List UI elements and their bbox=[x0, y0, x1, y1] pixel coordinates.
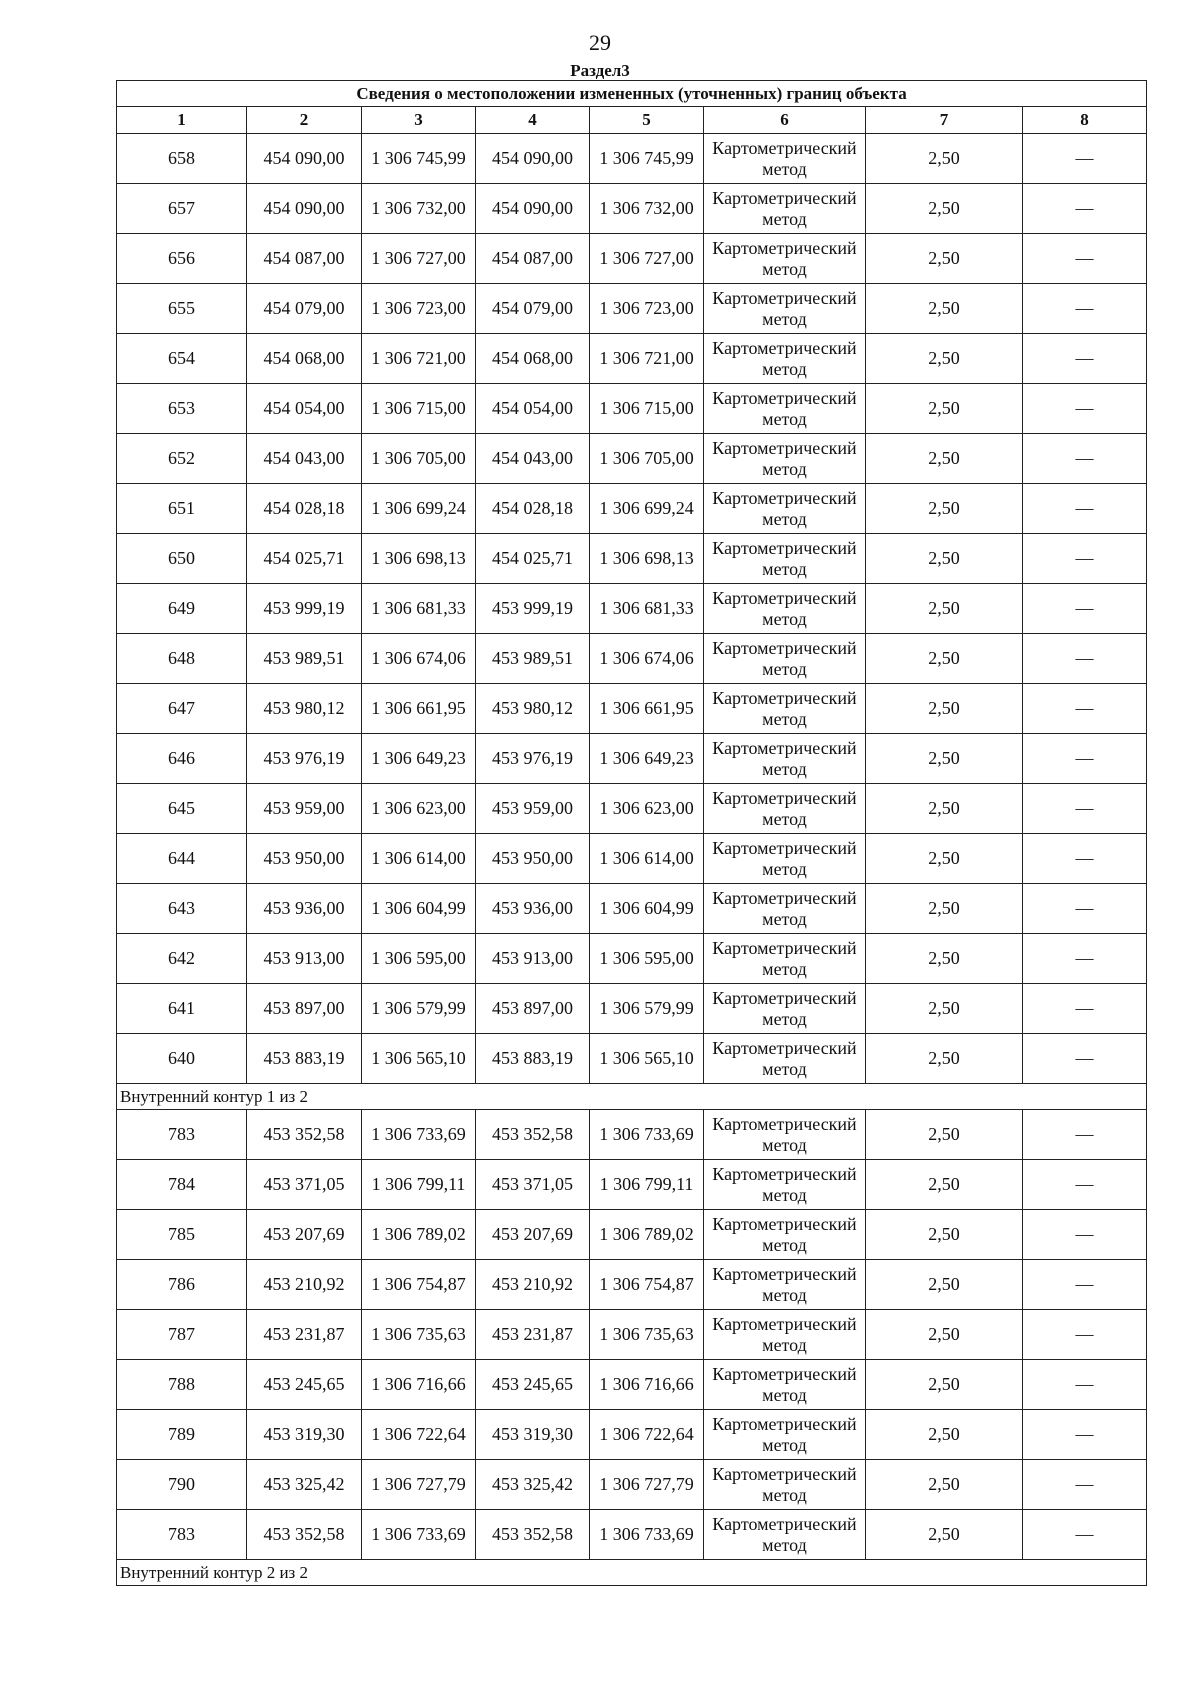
method-cell: Картометрический метод bbox=[704, 1410, 866, 1460]
accuracy-cell: 2,50 bbox=[866, 1460, 1023, 1510]
y-new-cell: 1 306 698,13 bbox=[590, 534, 704, 584]
accuracy-cell: 2,50 bbox=[866, 884, 1023, 934]
x-new-cell: 453 980,12 bbox=[476, 684, 590, 734]
description-cell: — bbox=[1023, 1310, 1147, 1360]
x-new-cell: 453 325,42 bbox=[476, 1460, 590, 1510]
x-existing-cell: 453 999,19 bbox=[247, 584, 362, 634]
description-cell: — bbox=[1023, 1160, 1147, 1210]
y-existing-cell: 1 306 723,00 bbox=[362, 284, 476, 334]
x-existing-cell: 454 043,00 bbox=[247, 434, 362, 484]
point-number-cell: 642 bbox=[117, 934, 247, 984]
description-cell: — bbox=[1023, 584, 1147, 634]
x-existing-cell: 453 959,00 bbox=[247, 784, 362, 834]
table-row bbox=[117, 684, 1147, 734]
table-row bbox=[117, 534, 1147, 584]
accuracy-cell: 2,50 bbox=[866, 384, 1023, 434]
accuracy-cell: 2,50 bbox=[866, 184, 1023, 234]
y-existing-cell: 1 306 721,00 bbox=[362, 334, 476, 384]
point-number-cell: 640 bbox=[117, 1034, 247, 1084]
x-new-cell: 454 079,00 bbox=[476, 284, 590, 334]
y-new-cell: 1 306 705,00 bbox=[590, 434, 704, 484]
y-new-cell: 1 306 716,66 bbox=[590, 1360, 704, 1410]
method-cell: Картометрический метод bbox=[704, 434, 866, 484]
y-existing-cell: 1 306 727,79 bbox=[362, 1460, 476, 1510]
table-row bbox=[117, 1110, 1147, 1160]
point-number-cell: 645 bbox=[117, 784, 247, 834]
x-new-cell: 453 936,00 bbox=[476, 884, 590, 934]
y-existing-cell: 1 306 604,99 bbox=[362, 884, 476, 934]
method-cell: Картометрический метод bbox=[704, 484, 866, 534]
y-new-cell: 1 306 579,99 bbox=[590, 984, 704, 1034]
y-new-cell: 1 306 722,64 bbox=[590, 1410, 704, 1460]
y-new-cell: 1 306 723,00 bbox=[590, 284, 704, 334]
x-existing-cell: 454 068,00 bbox=[247, 334, 362, 384]
table-row bbox=[117, 1360, 1147, 1410]
y-new-cell: 1 306 754,87 bbox=[590, 1260, 704, 1310]
description-cell: — bbox=[1023, 684, 1147, 734]
y-new-cell: 1 306 649,23 bbox=[590, 734, 704, 784]
accuracy-cell: 2,50 bbox=[866, 1110, 1023, 1160]
x-new-cell: 453 231,87 bbox=[476, 1310, 590, 1360]
y-existing-cell: 1 306 716,66 bbox=[362, 1360, 476, 1410]
x-existing-cell: 453 231,87 bbox=[247, 1310, 362, 1360]
point-number-cell: 656 bbox=[117, 234, 247, 284]
y-existing-cell: 1 306 623,00 bbox=[362, 784, 476, 834]
x-existing-cell: 453 883,19 bbox=[247, 1034, 362, 1084]
y-new-cell: 1 306 735,63 bbox=[590, 1310, 704, 1360]
y-existing-cell: 1 306 754,87 bbox=[362, 1260, 476, 1310]
x-new-cell: 453 207,69 bbox=[476, 1210, 590, 1260]
x-existing-cell: 453 245,65 bbox=[247, 1360, 362, 1410]
y-new-cell: 1 306 789,02 bbox=[590, 1210, 704, 1260]
table-row bbox=[117, 884, 1147, 934]
description-cell: — bbox=[1023, 1460, 1147, 1510]
table-row bbox=[117, 834, 1147, 884]
y-existing-cell: 1 306 681,33 bbox=[362, 584, 476, 634]
accuracy-cell: 2,50 bbox=[866, 1034, 1023, 1084]
x-existing-cell: 454 079,00 bbox=[247, 284, 362, 334]
y-new-cell: 1 306 715,00 bbox=[590, 384, 704, 434]
point-number-cell: 646 bbox=[117, 734, 247, 784]
accuracy-cell: 2,50 bbox=[866, 734, 1023, 784]
table-row bbox=[117, 1160, 1147, 1210]
accuracy-cell: 2,50 bbox=[866, 634, 1023, 684]
table-row bbox=[117, 984, 1147, 1034]
x-existing-cell: 453 976,19 bbox=[247, 734, 362, 784]
description-cell: — bbox=[1023, 934, 1147, 984]
y-new-cell: 1 306 595,00 bbox=[590, 934, 704, 984]
method-cell: Картометрический метод bbox=[704, 234, 866, 284]
y-existing-cell: 1 306 614,00 bbox=[362, 834, 476, 884]
description-cell: — bbox=[1023, 1410, 1147, 1460]
point-number-cell: 650 bbox=[117, 534, 247, 584]
table-row bbox=[117, 434, 1147, 484]
point-number-cell: 651 bbox=[117, 484, 247, 534]
x-existing-cell: 453 936,00 bbox=[247, 884, 362, 934]
point-number-cell: 647 bbox=[117, 684, 247, 734]
description-cell: — bbox=[1023, 984, 1147, 1034]
y-existing-cell: 1 306 799,11 bbox=[362, 1160, 476, 1210]
table-row bbox=[117, 1210, 1147, 1260]
description-cell: — bbox=[1023, 884, 1147, 934]
table-row bbox=[117, 1310, 1147, 1360]
x-existing-cell: 453 980,12 bbox=[247, 684, 362, 734]
y-existing-cell: 1 306 727,00 bbox=[362, 234, 476, 284]
method-cell: Картометрический метод bbox=[704, 784, 866, 834]
x-existing-cell: 453 897,00 bbox=[247, 984, 362, 1034]
point-number-cell: 786 bbox=[117, 1260, 247, 1310]
method-cell: Картометрический метод bbox=[704, 684, 866, 734]
method-cell: Картометрический метод bbox=[704, 1160, 866, 1210]
x-new-cell: 453 371,05 bbox=[476, 1160, 590, 1210]
table-row bbox=[117, 184, 1147, 234]
description-cell: — bbox=[1023, 334, 1147, 384]
method-cell: Картометрический метод bbox=[704, 1034, 866, 1084]
method-cell: Картометрический метод bbox=[704, 534, 866, 584]
description-cell: — bbox=[1023, 184, 1147, 234]
method-cell: Картометрический метод bbox=[704, 634, 866, 684]
table-body bbox=[117, 134, 1147, 1586]
x-new-cell: 453 913,00 bbox=[476, 934, 590, 984]
x-new-cell: 454 087,00 bbox=[476, 234, 590, 284]
x-existing-cell: 453 207,69 bbox=[247, 1210, 362, 1260]
column-number: 6 bbox=[704, 107, 866, 134]
description-cell: — bbox=[1023, 434, 1147, 484]
description-cell: — bbox=[1023, 734, 1147, 784]
x-existing-cell: 454 054,00 bbox=[247, 384, 362, 434]
method-cell: Картометрический метод bbox=[704, 1210, 866, 1260]
y-existing-cell: 1 306 705,00 bbox=[362, 434, 476, 484]
description-cell: — bbox=[1023, 1034, 1147, 1084]
x-new-cell: 454 090,00 bbox=[476, 134, 590, 184]
x-existing-cell: 454 090,00 bbox=[247, 134, 362, 184]
table-row bbox=[117, 734, 1147, 784]
y-existing-cell: 1 306 715,00 bbox=[362, 384, 476, 434]
accuracy-cell: 2,50 bbox=[866, 934, 1023, 984]
x-new-cell: 453 210,92 bbox=[476, 1260, 590, 1310]
page-number: 29 bbox=[589, 30, 611, 55]
y-existing-cell: 1 306 674,06 bbox=[362, 634, 476, 684]
y-existing-cell: 1 306 735,63 bbox=[362, 1310, 476, 1360]
point-number-cell: 657 bbox=[117, 184, 247, 234]
x-existing-cell: 453 352,58 bbox=[247, 1110, 362, 1160]
x-new-cell: 454 068,00 bbox=[476, 334, 590, 384]
point-number-cell: 783 bbox=[117, 1110, 247, 1160]
method-cell: Картометрический метод bbox=[704, 984, 866, 1034]
point-number-cell: 648 bbox=[117, 634, 247, 684]
y-new-cell: 1 306 661,95 bbox=[590, 684, 704, 734]
point-number-cell: 654 bbox=[117, 334, 247, 384]
method-cell: Картометрический метод bbox=[704, 734, 866, 784]
method-cell: Картометрический метод bbox=[704, 1110, 866, 1160]
y-new-cell: 1 306 745,99 bbox=[590, 134, 704, 184]
y-existing-cell: 1 306 649,23 bbox=[362, 734, 476, 784]
accuracy-cell: 2,50 bbox=[866, 1510, 1023, 1560]
point-number-cell: 789 bbox=[117, 1410, 247, 1460]
contour-label: Внутренний контур 1 из 2 bbox=[117, 1084, 1147, 1110]
accuracy-cell: 2,50 bbox=[866, 684, 1023, 734]
accuracy-cell: 2,50 bbox=[866, 434, 1023, 484]
description-cell: — bbox=[1023, 134, 1147, 184]
accuracy-cell: 2,50 bbox=[866, 234, 1023, 284]
x-existing-cell: 454 025,71 bbox=[247, 534, 362, 584]
table-row bbox=[117, 284, 1147, 334]
x-existing-cell: 454 028,18 bbox=[247, 484, 362, 534]
y-existing-cell: 1 306 733,69 bbox=[362, 1510, 476, 1560]
point-number-cell: 790 bbox=[117, 1460, 247, 1510]
method-cell: Картометрический метод bbox=[704, 1260, 866, 1310]
x-existing-cell: 453 352,58 bbox=[247, 1510, 362, 1560]
point-number-cell: 787 bbox=[117, 1310, 247, 1360]
table-row bbox=[117, 334, 1147, 384]
y-existing-cell: 1 306 595,00 bbox=[362, 934, 476, 984]
y-new-cell: 1 306 565,10 bbox=[590, 1034, 704, 1084]
description-cell: — bbox=[1023, 784, 1147, 834]
table-row bbox=[117, 234, 1147, 284]
contour-label: Внутренний контур 2 из 2 bbox=[117, 1560, 1147, 1586]
y-existing-cell: 1 306 722,64 bbox=[362, 1410, 476, 1460]
x-existing-cell: 453 325,42 bbox=[247, 1460, 362, 1510]
column-number: 2 bbox=[247, 107, 362, 134]
y-existing-cell: 1 306 565,10 bbox=[362, 1034, 476, 1084]
column-number-row bbox=[117, 107, 1147, 134]
column-number: 8 bbox=[1023, 107, 1147, 134]
y-new-cell: 1 306 799,11 bbox=[590, 1160, 704, 1210]
point-number-cell: 788 bbox=[117, 1360, 247, 1410]
y-new-cell: 1 306 733,69 bbox=[590, 1110, 704, 1160]
description-cell: — bbox=[1023, 1510, 1147, 1560]
table-row bbox=[117, 384, 1147, 434]
y-new-cell: 1 306 699,24 bbox=[590, 484, 704, 534]
table-row bbox=[117, 1410, 1147, 1460]
method-cell: Картометрический метод bbox=[704, 284, 866, 334]
x-existing-cell: 453 319,30 bbox=[247, 1410, 362, 1460]
table-row bbox=[117, 484, 1147, 534]
x-new-cell: 453 989,51 bbox=[476, 634, 590, 684]
y-existing-cell: 1 306 733,69 bbox=[362, 1110, 476, 1160]
accuracy-cell: 2,50 bbox=[866, 1360, 1023, 1410]
x-new-cell: 453 245,65 bbox=[476, 1360, 590, 1410]
table-row bbox=[117, 134, 1147, 184]
table-row bbox=[117, 1034, 1147, 1084]
y-existing-cell: 1 306 698,13 bbox=[362, 534, 476, 584]
method-cell: Картометрический метод bbox=[704, 884, 866, 934]
x-existing-cell: 454 090,00 bbox=[247, 184, 362, 234]
y-new-cell: 1 306 674,06 bbox=[590, 634, 704, 684]
x-new-cell: 454 090,00 bbox=[476, 184, 590, 234]
y-new-cell: 1 306 623,00 bbox=[590, 784, 704, 834]
y-existing-cell: 1 306 732,00 bbox=[362, 184, 476, 234]
y-existing-cell: 1 306 745,99 bbox=[362, 134, 476, 184]
description-cell: — bbox=[1023, 284, 1147, 334]
accuracy-cell: 2,50 bbox=[866, 1160, 1023, 1210]
y-new-cell: 1 306 614,00 bbox=[590, 834, 704, 884]
x-new-cell: 453 883,19 bbox=[476, 1034, 590, 1084]
method-cell: Картометрический метод bbox=[704, 834, 866, 884]
method-cell: Картометрический метод bbox=[704, 184, 866, 234]
accuracy-cell: 2,50 bbox=[866, 1310, 1023, 1360]
method-cell: Картометрический метод bbox=[704, 1360, 866, 1410]
description-cell: — bbox=[1023, 1210, 1147, 1260]
point-number-cell: 784 bbox=[117, 1160, 247, 1210]
y-new-cell: 1 306 727,00 bbox=[590, 234, 704, 284]
table-title: Сведения о местоположении измененных (уточненных) границ объекта bbox=[117, 81, 1147, 107]
boundary-coordinates-table bbox=[116, 80, 1147, 1586]
method-cell: Картометрический метод bbox=[704, 1310, 866, 1360]
description-cell: — bbox=[1023, 1110, 1147, 1160]
method-cell: Картометрический метод bbox=[704, 334, 866, 384]
y-new-cell: 1 306 604,99 bbox=[590, 884, 704, 934]
table-row bbox=[117, 1260, 1147, 1310]
description-cell: — bbox=[1023, 834, 1147, 884]
accuracy-cell: 2,50 bbox=[866, 534, 1023, 584]
table-row bbox=[117, 634, 1147, 684]
accuracy-cell: 2,50 bbox=[866, 334, 1023, 384]
point-number-cell: 641 bbox=[117, 984, 247, 1034]
x-new-cell: 453 959,00 bbox=[476, 784, 590, 834]
description-cell: — bbox=[1023, 634, 1147, 684]
x-new-cell: 454 025,71 bbox=[476, 534, 590, 584]
table-row bbox=[117, 584, 1147, 634]
x-new-cell: 453 352,58 bbox=[476, 1110, 590, 1160]
y-existing-cell: 1 306 661,95 bbox=[362, 684, 476, 734]
description-cell: — bbox=[1023, 1260, 1147, 1310]
method-cell: Картометрический метод bbox=[704, 1510, 866, 1560]
x-new-cell: 453 319,30 bbox=[476, 1410, 590, 1460]
method-cell: Картометрический метод bbox=[704, 134, 866, 184]
point-number-cell: 643 bbox=[117, 884, 247, 934]
contour-label-row bbox=[117, 1560, 1147, 1586]
x-existing-cell: 453 950,00 bbox=[247, 834, 362, 884]
description-cell: — bbox=[1023, 1360, 1147, 1410]
y-new-cell: 1 306 733,69 bbox=[590, 1510, 704, 1560]
method-cell: Картометрический метод bbox=[704, 934, 866, 984]
contour-label-row bbox=[117, 1084, 1147, 1110]
accuracy-cell: 2,50 bbox=[866, 1210, 1023, 1260]
method-cell: Картометрический метод bbox=[704, 1460, 866, 1510]
table-row bbox=[117, 934, 1147, 984]
column-number: 1 bbox=[117, 107, 247, 134]
column-number: 5 bbox=[590, 107, 704, 134]
x-existing-cell: 453 210,92 bbox=[247, 1260, 362, 1310]
point-number-cell: 649 bbox=[117, 584, 247, 634]
description-cell: — bbox=[1023, 484, 1147, 534]
y-existing-cell: 1 306 699,24 bbox=[362, 484, 476, 534]
x-new-cell: 453 352,58 bbox=[476, 1510, 590, 1560]
x-existing-cell: 453 371,05 bbox=[247, 1160, 362, 1210]
point-number-cell: 785 bbox=[117, 1210, 247, 1260]
point-number-cell: 658 bbox=[117, 134, 247, 184]
column-number: 7 bbox=[866, 107, 1023, 134]
y-new-cell: 1 306 721,00 bbox=[590, 334, 704, 384]
accuracy-cell: 2,50 bbox=[866, 984, 1023, 1034]
table-row bbox=[117, 1510, 1147, 1560]
accuracy-cell: 2,50 bbox=[866, 834, 1023, 884]
column-number: 4 bbox=[476, 107, 590, 134]
x-existing-cell: 454 087,00 bbox=[247, 234, 362, 284]
table-row bbox=[117, 1460, 1147, 1510]
point-number-cell: 652 bbox=[117, 434, 247, 484]
x-existing-cell: 453 989,51 bbox=[247, 634, 362, 684]
y-new-cell: 1 306 681,33 bbox=[590, 584, 704, 634]
x-new-cell: 454 054,00 bbox=[476, 384, 590, 434]
column-number: 3 bbox=[362, 107, 476, 134]
section-title: Раздел3 bbox=[570, 61, 630, 80]
accuracy-cell: 2,50 bbox=[866, 1410, 1023, 1460]
point-number-cell: 653 bbox=[117, 384, 247, 434]
accuracy-cell: 2,50 bbox=[866, 484, 1023, 534]
x-new-cell: 454 028,18 bbox=[476, 484, 590, 534]
accuracy-cell: 2,50 bbox=[866, 1260, 1023, 1310]
x-existing-cell: 453 913,00 bbox=[247, 934, 362, 984]
x-new-cell: 453 950,00 bbox=[476, 834, 590, 884]
x-new-cell: 453 897,00 bbox=[476, 984, 590, 1034]
y-existing-cell: 1 306 579,99 bbox=[362, 984, 476, 1034]
x-new-cell: 454 043,00 bbox=[476, 434, 590, 484]
description-cell: — bbox=[1023, 534, 1147, 584]
accuracy-cell: 2,50 bbox=[866, 784, 1023, 834]
y-existing-cell: 1 306 789,02 bbox=[362, 1210, 476, 1260]
accuracy-cell: 2,50 bbox=[866, 134, 1023, 184]
accuracy-cell: 2,50 bbox=[866, 584, 1023, 634]
description-cell: — bbox=[1023, 234, 1147, 284]
point-number-cell: 644 bbox=[117, 834, 247, 884]
y-new-cell: 1 306 727,79 bbox=[590, 1460, 704, 1510]
table-row bbox=[117, 784, 1147, 834]
y-new-cell: 1 306 732,00 bbox=[590, 184, 704, 234]
method-cell: Картометрический метод bbox=[704, 584, 866, 634]
description-cell: — bbox=[1023, 384, 1147, 434]
point-number-cell: 783 bbox=[117, 1510, 247, 1560]
method-cell: Картометрический метод bbox=[704, 384, 866, 434]
x-new-cell: 453 999,19 bbox=[476, 584, 590, 634]
x-new-cell: 453 976,19 bbox=[476, 734, 590, 784]
accuracy-cell: 2,50 bbox=[866, 284, 1023, 334]
point-number-cell: 655 bbox=[117, 284, 247, 334]
